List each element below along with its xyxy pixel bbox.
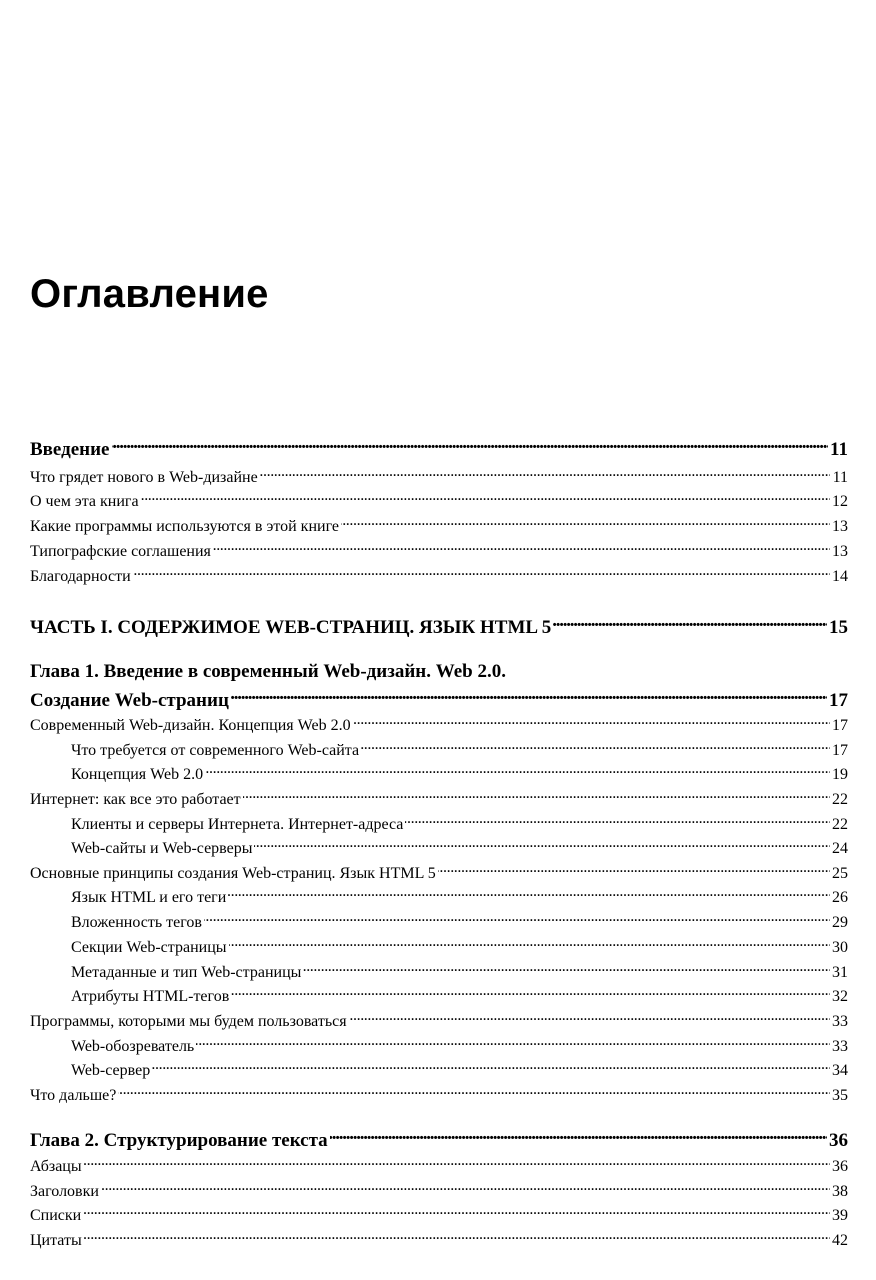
toc-entry[interactable] — [71, 886, 848, 908]
toc-page-number: 36 — [832, 1158, 848, 1175]
dot-leader — [438, 862, 830, 878]
toc-entry-label: Секции Web-страницы — [71, 939, 227, 956]
toc-page-number: 13 — [832, 543, 848, 560]
toc-page-number: 15 — [829, 617, 848, 638]
toc-page-number: 22 — [832, 816, 848, 833]
dot-leader — [229, 936, 830, 952]
toc-entry[interactable] — [30, 540, 848, 562]
toc-entry-label: Цитаты — [30, 1232, 82, 1249]
toc-entry-label: Web-обозреватель — [71, 1038, 195, 1055]
toc-page-number: 19 — [832, 766, 848, 783]
dot-leader — [101, 1180, 830, 1196]
toc-entry[interactable] — [30, 788, 848, 810]
dot-leader — [361, 739, 830, 755]
toc-page-number: 11 — [830, 439, 848, 460]
toc-page-number: 30 — [832, 939, 848, 956]
toc-entry-label: Введение — [30, 439, 110, 460]
dot-leader — [112, 436, 829, 455]
dot-leader — [205, 763, 830, 779]
page-title: Оглавление — [30, 272, 269, 316]
toc-page-number: 32 — [832, 988, 848, 1005]
toc-entry-label: Язык HTML и его теги — [71, 889, 227, 906]
dot-leader — [204, 911, 830, 927]
toc-entry-label: Типографские соглашения — [30, 543, 211, 560]
toc-page-number: 33 — [832, 1013, 848, 1030]
dot-leader — [303, 961, 830, 977]
toc-page-number: 34 — [832, 1062, 848, 1079]
toc-entry[interactable] — [30, 1010, 848, 1032]
toc-entry-label: Что грядет нового в Web-дизайне — [30, 469, 258, 486]
toc-entry-label: Благодарности — [30, 568, 131, 585]
toc-page-number: 42 — [832, 1232, 848, 1249]
toc-page-number: 12 — [832, 493, 848, 510]
toc-entry-label: Создание Web-страниц — [30, 690, 229, 711]
toc-entry-label: Вложенность тегов — [71, 914, 202, 931]
toc-entry-label: Глава 2. Структурирование текста — [30, 1130, 328, 1151]
toc-entry-label: Какие программы используются в этой книге — [30, 518, 340, 535]
toc-entry-label: Web-сайты и Web-серверы — [71, 840, 253, 857]
toc-entry[interactable] — [30, 466, 848, 488]
toc-chapter-1-title-line: Глава 1. Введение в современный Web-дизайн. Web 2.0. — [30, 661, 506, 682]
toc-entry[interactable] — [30, 1229, 848, 1251]
toc-entry-label: О чем эта книга — [30, 493, 139, 510]
toc-entry[interactable] — [71, 763, 848, 785]
toc-page-number: 39 — [832, 1207, 848, 1224]
toc-entry[interactable] — [30, 1084, 848, 1106]
toc-entry[interactable] — [71, 911, 848, 933]
dot-leader — [260, 466, 830, 482]
toc-page-number: 35 — [832, 1087, 848, 1104]
toc-entry[interactable] — [71, 739, 848, 761]
toc-page-number: 29 — [832, 914, 848, 931]
dot-leader — [405, 813, 830, 829]
toc-entry-label: ЧАСТЬ I. СОДЕРЖИМОЕ WEB-СТРАНИЦ. ЯЗЫК HTML 5 — [30, 617, 552, 638]
dot-leader — [341, 515, 830, 531]
toc-entry-label: Что дальше? — [30, 1087, 117, 1104]
toc-entry[interactable] — [71, 985, 848, 1007]
toc-entry[interactable] — [30, 490, 848, 512]
toc-entry-label: Заголовки — [30, 1183, 99, 1200]
toc-entry-part-1[interactable] — [30, 614, 848, 640]
dot-leader — [133, 565, 830, 581]
toc-page-number: 17 — [832, 742, 848, 759]
toc-entry[interactable] — [30, 862, 848, 884]
toc-page-number: 25 — [832, 865, 848, 882]
toc-entry[interactable] — [71, 936, 848, 958]
toc-page-number: 17 — [829, 690, 848, 711]
dot-leader — [141, 490, 830, 506]
toc-entry-label: Списки — [30, 1207, 82, 1224]
toc-page-number: 17 — [832, 717, 848, 734]
dot-leader — [196, 1035, 830, 1051]
toc-entry[interactable] — [30, 515, 848, 537]
toc-entry-label: Программы, которыми мы будем пользоваться — [30, 1013, 347, 1030]
dot-leader — [553, 614, 827, 633]
dot-leader — [349, 1010, 830, 1026]
toc-page-number: 24 — [832, 840, 848, 857]
toc-page-number: 36 — [829, 1130, 848, 1151]
toc-entry-label: Метаданные и тип Web-страницы — [71, 964, 302, 981]
toc-entry-label: Интернет: как все это работает — [30, 791, 241, 808]
toc-entry-label: Концепция Web 2.0 — [71, 766, 204, 783]
toc-page-number: 38 — [832, 1183, 848, 1200]
toc-entry-chapter-1[interactable] — [30, 687, 848, 713]
dot-leader — [231, 985, 830, 1001]
dot-leader — [254, 837, 830, 853]
toc-page-number: 26 — [832, 889, 848, 906]
toc-entry[interactable] — [30, 1204, 848, 1226]
dot-leader — [231, 687, 827, 706]
toc-entry[interactable] — [71, 813, 848, 835]
toc-entry[interactable] — [30, 1155, 848, 1177]
toc-entry[interactable] — [30, 1180, 848, 1202]
toc-page-number: 22 — [832, 791, 848, 808]
dot-leader — [84, 1155, 830, 1171]
toc-entry[interactable] — [71, 1059, 848, 1081]
dot-leader — [228, 886, 830, 902]
toc-entry[interactable] — [30, 714, 848, 736]
dot-leader — [83, 1204, 830, 1220]
dot-leader — [243, 788, 830, 804]
toc-page-number: 13 — [832, 518, 848, 535]
toc-entry[interactable] — [71, 961, 848, 983]
dot-leader — [84, 1229, 830, 1245]
toc-entry-label: Атрибуты HTML-тегов — [71, 988, 230, 1005]
toc-entry-label: Что требуется от современного Web-сайта — [71, 742, 360, 759]
dot-leader — [353, 714, 830, 730]
toc-entry-label: Основные принципы создания Web-страниц. Язык HTML 5 — [30, 865, 436, 882]
dot-leader — [330, 1127, 827, 1146]
dot-leader — [213, 540, 830, 556]
toc-entry[interactable] — [30, 565, 848, 587]
toc-page-number: 33 — [832, 1038, 848, 1055]
toc-entry-chapter-2[interactable] — [30, 1127, 848, 1153]
toc-page-number: 11 — [832, 469, 848, 486]
toc-entry-label: Абзацы — [30, 1158, 82, 1175]
toc-entry-label: Современный Web-дизайн. Концепция Web 2.0 — [30, 717, 351, 734]
dot-leader — [152, 1059, 830, 1075]
toc-entry[interactable] — [71, 837, 848, 859]
toc-entry-label: Web-сервер — [71, 1062, 151, 1079]
toc-page-number: 31 — [832, 964, 848, 981]
dot-leader — [118, 1084, 830, 1100]
toc-page-number: 14 — [832, 568, 848, 585]
toc-entry[interactable] — [71, 1035, 848, 1057]
toc-entry-introduction[interactable] — [30, 436, 848, 462]
toc-entry-label: Клиенты и серверы Интернета. Интернет-адреса — [71, 816, 404, 833]
